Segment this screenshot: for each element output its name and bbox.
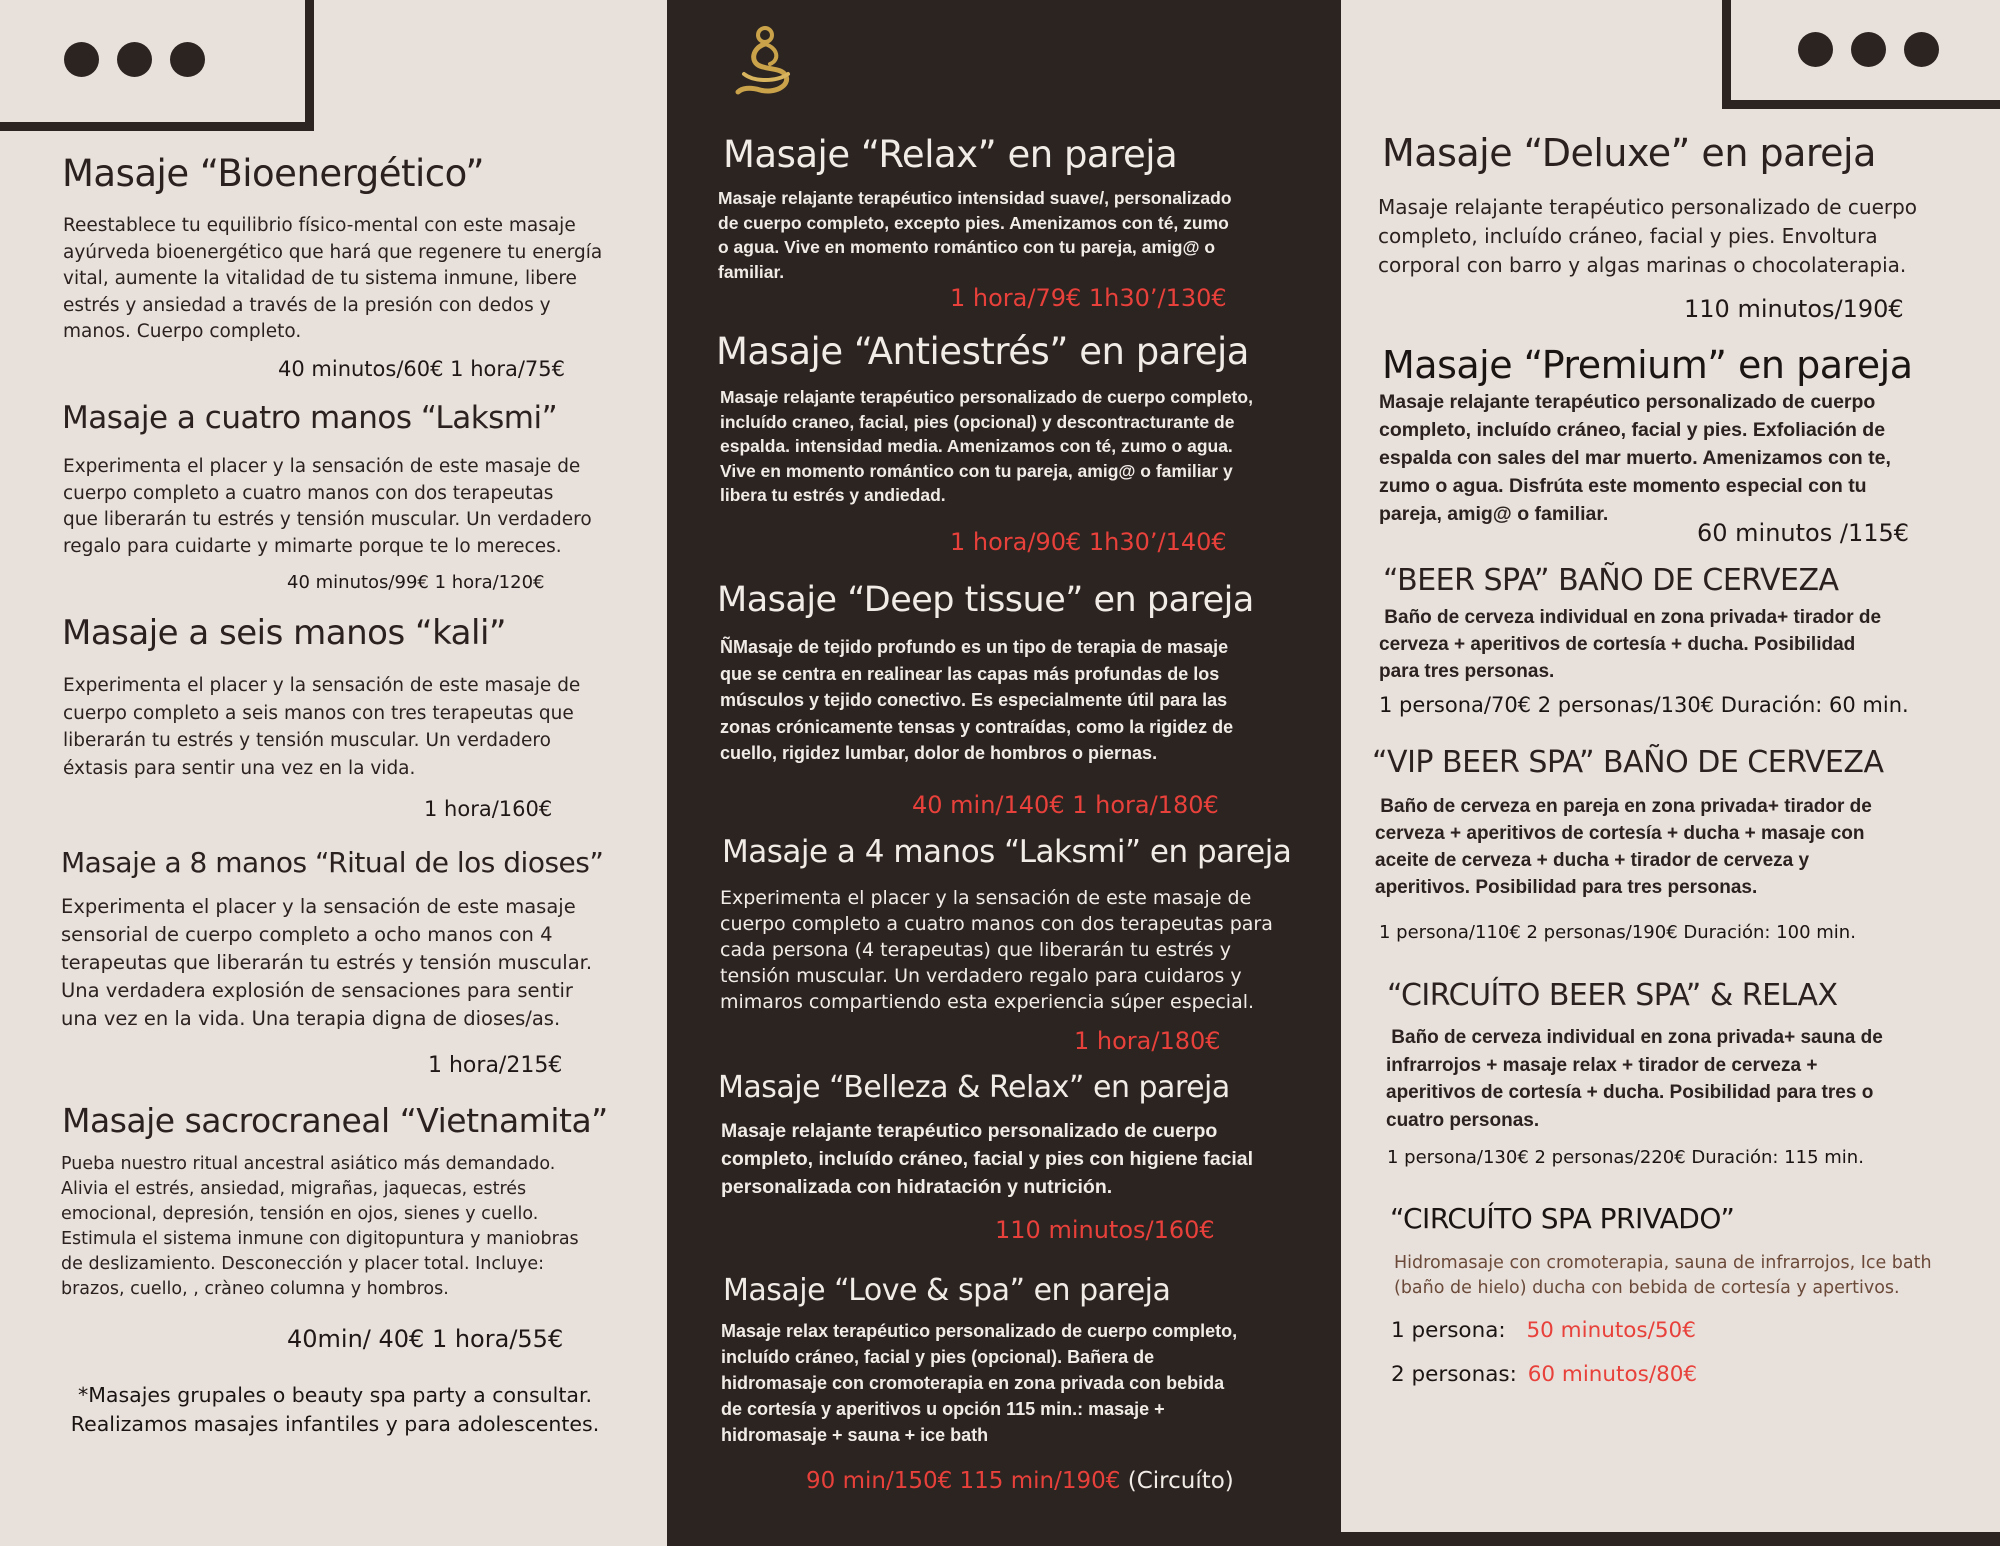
item-title: Masaje sacrocraneal “Vietnamita” xyxy=(62,1101,608,1140)
meditation-figure-icon xyxy=(730,24,800,100)
item-title: Masaje “Premium” en pareja xyxy=(1382,343,1913,387)
item-title: Masaje “Relax” en pareja xyxy=(723,133,1178,176)
item-title: Masaje “Bioenergético” xyxy=(62,152,485,195)
item-price: 1 hora/215€ xyxy=(428,1053,563,1078)
item-title: Masaje “Belleza & Relax” en pareja xyxy=(718,1070,1230,1105)
dot-icon xyxy=(170,42,205,77)
item-description: Masaje relajante terapéutico intensidad suave/, personalizado de cuerpo completo, excepto pies. Amenizamos con té, zumo o agua. Vive en momento romántico con tu pareja, amig@ o familiar. xyxy=(718,188,1232,282)
item-title: “BEER SPA” BAÑO DE CERVEZA xyxy=(1383,563,1839,598)
item-price: 110 minutos/160€ xyxy=(995,1216,1215,1244)
item-description: Masaje relajante terapéutico personalizado de cuerpo completo, incluído cráneo, facial y pies. Envoltura corporal con barro y algas marinas o chocolaterapia. xyxy=(1378,195,1918,277)
item-title: Masaje “Deep tissue” en pareja xyxy=(717,580,1254,620)
item-description: Pueba nuestro ritual ancestral asiático más demandado. Alivia el estrés, ansiedad, migrañas, jaquecas, estrés emocional, depresión, tensión en ojos, sienes y cuello. Estimula el sistema inmune con digitopuntura y maniobras de deslizamiento. Desconección y placer total. Incluye: brazos, cuello, , cràneo columna y hombros. xyxy=(61,1154,579,1299)
item-description: Baño de cerveza individual en zona privada+ tirador de cerveza + aperitivos de cortesía + ducha. Posibilidad para tres personas. xyxy=(1379,607,1882,682)
item-price: 1 hora/180€ xyxy=(1074,1027,1221,1055)
dot-icon xyxy=(64,42,99,77)
item-price: 40 minutos/99€ 1 hora/120€ xyxy=(287,572,545,593)
footnote: *Masajes grupales o beauty spa party a consultar. Realizamos masajes infantiles y para adolescentes. xyxy=(70,1383,600,1436)
dot-icon xyxy=(1798,32,1833,67)
item-description: Experimenta el placer y la sensación de este masaje de cuerpo completo a cuatro manos con dos terapeutas que liberarán tu estrés y tensión muscular. Un verdadero regalo para cuidarte y mimarte porque te lo mereces. xyxy=(63,456,592,557)
bottom-bar xyxy=(1341,1532,2000,1546)
item-description: Hidromasaje con cromoterapia, sauna de infrarrojos, Ice bath (baño de hielo) ducha con bebida de cortesía y apertivos. xyxy=(1394,1253,1932,1298)
item-title: Masaje “Deluxe” en pareja xyxy=(1382,131,1876,175)
item-price: 40 min/140€ 1 hora/180€ xyxy=(912,791,1219,819)
item-description: Masaje relajante terapéutico personalizado de cuerpo completo, incluído cráneo, facial y pies. Exfoliación de espalda con sales del mar muerto. Amenizamos con te, zumo o agua. Disfrúta este momento especial con tu pareja, amig@ o familiar. xyxy=(1379,391,1891,525)
item-price: 40min/ 40€ 1 hora/55€ xyxy=(287,1325,564,1353)
option-row: 1 persona: 50 minutos/50€ xyxy=(1391,1318,1696,1343)
item-title: Masaje “Antiestrés” en pareja xyxy=(716,330,1249,373)
item-price: 1 persona/70€ 2 personas/130€ Duración: 60 min. xyxy=(1379,693,1909,717)
item-description: Experimenta el placer y la sensación de este masaje sensorial de cuerpo completo a ocho manos con 4 terapeutas que liberarán tu estrés y tensión muscular. Una verdadera explosión de sensaciones para sentir una vez en la vida. Una terapia digna de dioses/as. xyxy=(61,895,593,1030)
item-description: Masaje relajante terapéutico personalizado de cuerpo completo, incluído craneo, facial, pies (opcional) y descontracturante de espalda. intensidad media. Amenizamos con té, zumo o agua. Vive en momento romántico con tu pareja, amig@ o familiar y libera tu estrés y andiedad. xyxy=(720,387,1253,505)
item-title: “CIRCUÍTO SPA PRIVADO” xyxy=(1390,1202,1735,1235)
item-description: ÑMasaje de tejido profundo es un tipo de terapia de masaje que se centra en realinear las capas más profundas de los músculos y tejido conectivo. Es especialmente útil para las zonas crónicamente tensas y contraídas, como la rigidez de cuello, rigidez lumbar, dolor de hombros o piernas. xyxy=(720,637,1234,763)
option-row: 2 personas: 60 minutos/80€ xyxy=(1391,1362,1698,1387)
item-price: 1 persona/130€ 2 personas/220€ Duración: 115 min. xyxy=(1387,1147,1864,1168)
item-price: 1 hora/160€ xyxy=(424,797,553,821)
dot-icon xyxy=(117,42,152,77)
item-price: 1 hora/79€ 1h30’/130€ xyxy=(950,284,1227,312)
item-title: “CIRCUÍTO BEER SPA” & RELAX xyxy=(1387,978,1838,1013)
item-description: Masaje relax terapéutico personalizado de cuerpo completo, incluído cráneo, facial y pies (opcional). Bañera de hidromasaje con cromoterapia en zona privada con bebida de cortesía y aperitivos u opción 115 min.: masaje + hidromasaje + sauna + ice bath xyxy=(721,1321,1238,1445)
item-title: Masaje a 8 manos “Ritual de los dioses” xyxy=(61,846,604,879)
item-price: 40 minutos/60€ 1 hora/75€ xyxy=(278,357,566,381)
item-description: Masaje relajante terapéutico personalizado de cuerpo completo, incluído cráneo, facial y pies con higiene facial personalizada con hidratación y nutrición. xyxy=(721,1120,1254,1198)
item-description: Experimenta el placer y la sensación de este masaje de cuerpo completo a seis manos con tres terapeutas que liberarán tu estrés y tensión muscular. Un verdadero éxtasis para sentir una vez en la vida. xyxy=(63,675,581,779)
item-title: Masaje a cuatro manos “Laksmi” xyxy=(62,400,558,436)
item-price: 1 hora/90€ 1h30’/140€ xyxy=(950,528,1227,556)
item-title: Masaje a 4 manos “Laksmi” en pareja xyxy=(722,834,1292,870)
item-price: 110 minutos/190€ xyxy=(1684,295,1904,323)
dot-icon xyxy=(1851,32,1886,67)
item-description: Reestablece tu equilibrio físico-mental con este masaje ayúrveda bioenergético que hará que regenere tu energía vital, aumente la vitalidad de tu sistema inmune, libere estrés y ansiedad a través de la presión con dedos y manos. Cuerpo completo. xyxy=(63,215,603,342)
item-description: Experimenta el placer y la sensación de este masaje de cuerpo completo a cuatro manos con dos terapeutas para cada persona (4 terapeutas) que liberarán tu estrés y tensión muscular. Un verdadero regalo para cuidaros y mimaros compartiendo esta experiencia súper especial. xyxy=(720,887,1273,1013)
item-price: 90 min/150€ 115 min/190€ (Circuíto) xyxy=(806,1468,1234,1494)
item-description: Baño de cerveza en pareja en zona privada+ tirador de cerveza + aperitivos de cortesía + ducha + masaje con aceite de cerveza + ducha + tirador de cerveza y aperitivos. Posibilidad para tres personas. xyxy=(1375,796,1872,898)
item-description: Baño de cerveza individual en zona privada+ sauna de infrarrojos + masaje relax + tirador de cerveza + aperitivos de cortesía + ducha. Posibilidad para tres o cuatro personas. xyxy=(1386,1027,1883,1131)
item-title: “VIP BEER SPA” BAÑO DE CERVEZA xyxy=(1372,745,1884,780)
dot-icon xyxy=(1904,32,1939,67)
item-title: Masaje a seis manos “kali” xyxy=(62,613,507,653)
corner-frame-left xyxy=(0,0,314,131)
item-title: Masaje “Love & spa” en pareja xyxy=(723,1273,1171,1308)
item-price: 1 persona/110€ 2 personas/190€ Duración: 100 min. xyxy=(1379,922,1856,943)
item-price: 60 minutos /115€ xyxy=(1697,519,1910,547)
